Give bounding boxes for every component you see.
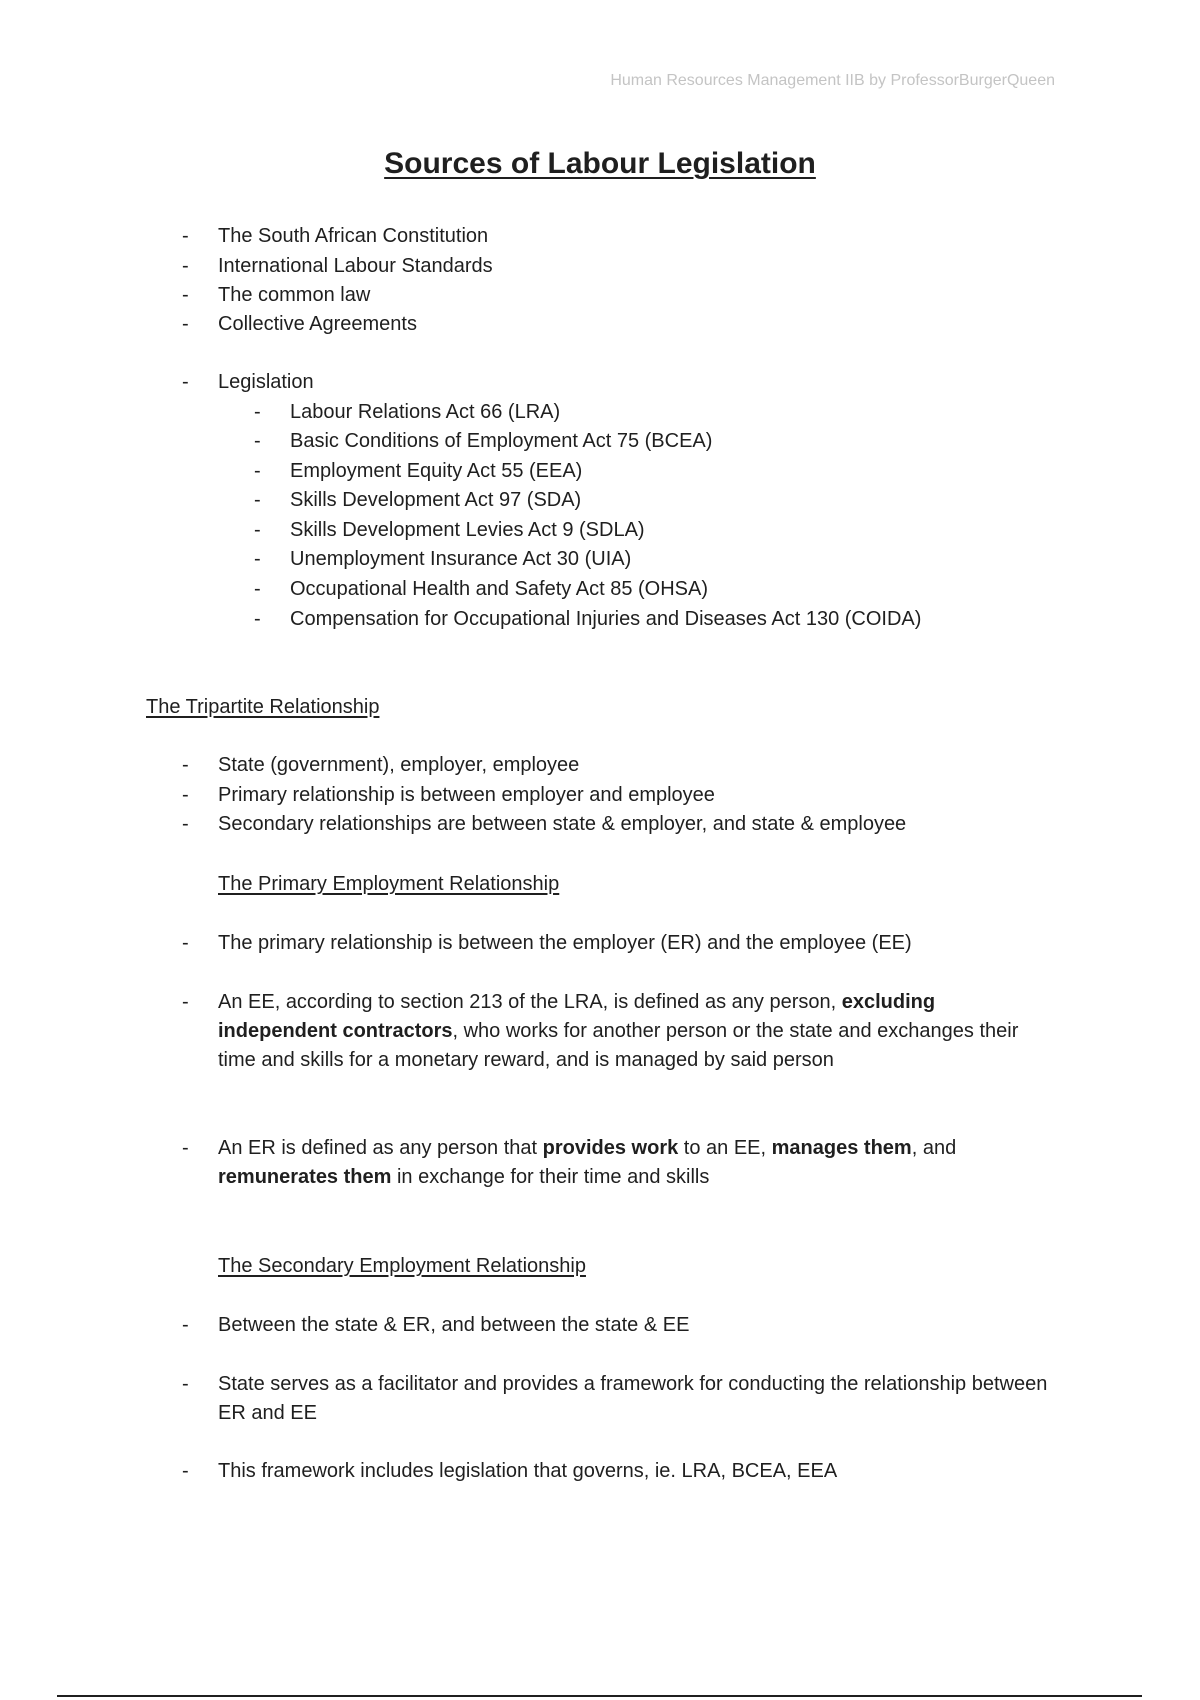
list-item: The primary relationship is between the employer (ER) and the employee (EE) xyxy=(218,932,912,954)
list-item: This framework includes legislation that governs, ie. LRA, BCEA, EEA xyxy=(218,1460,838,1482)
secondary-heading: The Secondary Employment Relationship xyxy=(218,1255,586,1277)
bullet-dash: - xyxy=(254,489,261,511)
bullet-dash: - xyxy=(182,371,189,393)
list-item: Labour Relations Act 66 (LRA) xyxy=(290,401,561,423)
bullet-dash: - xyxy=(182,813,189,835)
list-item: Collective Agreements xyxy=(218,313,417,335)
bullet-dash: - xyxy=(182,991,189,1013)
list-item: Primary relationship is between employer and employee xyxy=(218,784,715,806)
list-item: Compensation for Occupational Injuries and Diseases Act 130 (COIDA) xyxy=(290,608,922,630)
er-definition-emphasis: manages them xyxy=(771,1137,912,1159)
bullet-dash: - xyxy=(254,401,261,423)
list-item: Skills Development Act 97 (SDA) xyxy=(290,489,582,511)
list-item: Basic Conditions of Employment Act 75 (BCEA) xyxy=(290,430,713,452)
page-title: Sources of Labour Legislation xyxy=(384,147,816,180)
er-definition-text: An ER is defined as any person that xyxy=(218,1137,543,1159)
list-item: State serves as a facilitator and provides a framework for conducting the relationship between ER and EE xyxy=(218,1373,1048,1424)
legislation-label: Legislation xyxy=(218,371,314,393)
list-item: State (government), employer, employee xyxy=(218,754,580,776)
bullet-dash: - xyxy=(182,784,189,806)
ee-definition-text: , who works for another person or the state and exchanges their time and skills for a monetary reward, and is managed by said person xyxy=(218,1020,1019,1071)
footer-rule xyxy=(57,1695,1142,1697)
bullet-dash: - xyxy=(254,430,261,452)
primary-heading: The Primary Employment Relationship xyxy=(218,873,560,895)
list-item: Unemployment Insurance Act 30 (UIA) xyxy=(290,548,632,570)
er-definition-text: to an EE, xyxy=(678,1137,772,1159)
bullet-dash: - xyxy=(254,460,261,482)
bullet-dash: - xyxy=(182,225,189,247)
bullet-dash: - xyxy=(254,608,261,630)
bullet-dash: - xyxy=(182,255,189,277)
ee-definition xyxy=(218,988,1038,1075)
header-note: Human Resources Management IIB by ProfessorBurgerQueen xyxy=(610,72,1055,89)
list-item: Secondary relationships are between state & employer, and state & employee xyxy=(218,813,907,835)
list-item: The South African Constitution xyxy=(218,225,489,247)
ee-definition-emphasis: excluding independent contractors xyxy=(218,991,936,1042)
bullet-dash: - xyxy=(254,578,261,600)
bullet-dash: - xyxy=(182,1373,189,1395)
bullet-dash: - xyxy=(254,519,261,541)
bullet-dash: - xyxy=(182,1137,189,1159)
er-definition-emphasis: remunerates them xyxy=(218,1166,392,1188)
list-item: Occupational Health and Safety Act 85 (OHSA) xyxy=(290,578,708,600)
er-definition xyxy=(218,1134,1063,1192)
bullet-dash: - xyxy=(254,548,261,570)
er-definition-text: in exchange for their time and skills xyxy=(391,1166,710,1188)
list-item: Skills Development Levies Act 9 (SDLA) xyxy=(290,519,645,541)
list-item: Employment Equity Act 55 (EEA) xyxy=(290,460,583,482)
bullet-dash: - xyxy=(182,313,189,335)
bullet-dash: - xyxy=(182,1314,189,1336)
bullet-dash: - xyxy=(182,284,189,306)
er-definition-text: , and xyxy=(911,1137,957,1159)
ee-definition-text: An EE, according to section 213 of the LRA, is defined as any person, xyxy=(218,991,842,1013)
list-item: The common law xyxy=(218,284,371,306)
er-definition-emphasis: provides work xyxy=(542,1137,679,1159)
list-item: International Labour Standards xyxy=(218,255,493,277)
tripartite-heading: The Tripartite Relationship xyxy=(146,696,380,718)
bullet-dash: - xyxy=(182,754,189,776)
bullet-dash: - xyxy=(182,1460,189,1482)
bullet-dash: - xyxy=(182,932,189,954)
list-item: Between the state & ER, and between the state & EE xyxy=(218,1314,690,1336)
